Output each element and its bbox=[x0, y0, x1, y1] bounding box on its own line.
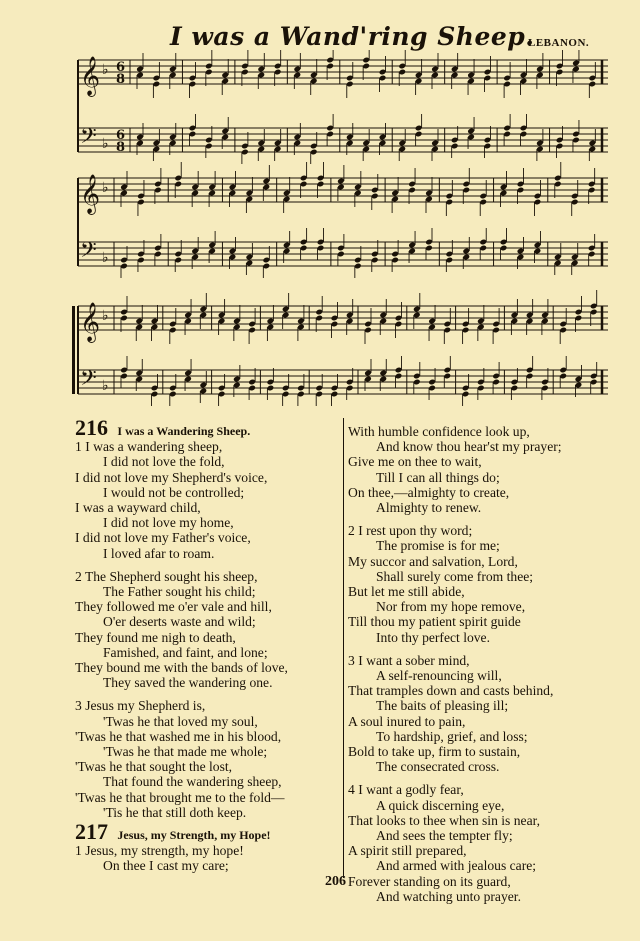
verse-line: They followed me o'er vale and hill, bbox=[75, 599, 272, 615]
verse-line: That tramples down and casts behind, bbox=[348, 683, 554, 699]
stanza-gap bbox=[348, 515, 562, 523]
verse-line: That found the wandering sheep, bbox=[103, 774, 282, 790]
stanza-gap bbox=[348, 774, 562, 782]
verse-line: 3 Jesus my Shepherd is, bbox=[75, 698, 206, 714]
verse-line: The promise is for me; bbox=[376, 538, 500, 554]
verse-line: And watching unto prayer. bbox=[376, 888, 521, 904]
hymn-page-title: I was a Wand'ring Sheep. bbox=[170, 22, 535, 51]
verse-line: Nor from my hope remove, bbox=[376, 599, 526, 615]
hymn-216-heading bbox=[75, 415, 288, 440]
verse-line: 'Twas he that loved my soul, bbox=[103, 713, 258, 729]
sheet-music bbox=[70, 50, 610, 418]
left-column bbox=[75, 415, 288, 874]
stanza-gap bbox=[348, 645, 562, 653]
flat-sign: ♭ bbox=[102, 378, 109, 394]
treble-clef: 𝄞 bbox=[80, 174, 101, 214]
flat-sign: ♭ bbox=[102, 250, 109, 266]
verse-line: That looks to thee when sin is near, bbox=[348, 812, 540, 828]
verse-line: 'Twas he that sought the lost, bbox=[75, 759, 233, 775]
time-signature-bottom: 8 bbox=[116, 72, 126, 87]
flat-sign: ♭ bbox=[102, 180, 109, 196]
verse-line: 'Twas he that brought me to the fold— bbox=[75, 789, 285, 805]
treble-clef: 𝄞 bbox=[80, 302, 101, 342]
verse-line: A spirit still prepared, bbox=[348, 843, 467, 859]
verse-line: Till thou my patient spirit guide bbox=[348, 614, 521, 630]
verse-line: The consecrated cross. bbox=[376, 759, 500, 775]
verse-line: On thee I cast my care; bbox=[103, 858, 229, 874]
time-signature-bottom: 8 bbox=[116, 140, 126, 155]
verse-line: 2 The Shepherd sought his sheep, bbox=[75, 568, 258, 584]
verse-line: I did not love the fold, bbox=[103, 454, 225, 470]
verse-line: Forever standing on its guard, bbox=[348, 873, 511, 889]
bass-clef: 𝄢 bbox=[80, 124, 97, 154]
hymn-217-number: 217 bbox=[75, 819, 108, 845]
verse-line: A soul inured to pain, bbox=[348, 713, 466, 729]
tune-name: LEBANON. bbox=[528, 37, 590, 49]
verse-line: Into thy perfect love. bbox=[376, 629, 490, 645]
hymn-217-verses-continued bbox=[348, 424, 562, 904]
verse-line: 1 I was a wandering sheep, bbox=[75, 439, 223, 455]
verse-line: My succor and salvation, Lord, bbox=[348, 553, 518, 569]
hymn-217-title: Jesus, my Strength, my Hope! bbox=[117, 828, 271, 843]
verse-line: To hardship, grief, and loss; bbox=[376, 728, 528, 744]
hymn-216-verses bbox=[75, 439, 288, 820]
verse-line: 'Tis he that still doth keep. bbox=[103, 804, 247, 820]
verse-line: And sees the tempter fly; bbox=[376, 828, 513, 844]
hymn-217-heading bbox=[75, 819, 288, 845]
treble-clef: 𝄞 bbox=[80, 56, 101, 96]
verse-line: I did not love my home, bbox=[103, 515, 234, 531]
verse-line: On thee,—almighty to create, bbox=[348, 484, 510, 500]
flat-sign: ♭ bbox=[102, 62, 109, 78]
stanza-gap bbox=[75, 690, 288, 698]
verse-line: The baits of pleasing ill; bbox=[376, 698, 509, 714]
flat-sign: ♭ bbox=[102, 308, 109, 324]
verse-line: 3 I want a sober mind, bbox=[348, 652, 470, 668]
verse-line: A quick discerning eye, bbox=[376, 797, 505, 813]
verse-line: Till I can all things do; bbox=[376, 469, 500, 485]
verse-line: I loved afar to roam. bbox=[103, 545, 215, 561]
verse-line: Give me on thee to wait, bbox=[348, 454, 482, 470]
verse-line: 1 Jesus, my strength, my hope! bbox=[75, 843, 244, 859]
verse-line: And know thou hear'st my prayer; bbox=[376, 439, 562, 455]
verse-line: Almighty to renew. bbox=[376, 500, 482, 516]
verse-line: With humble confidence look up, bbox=[348, 424, 530, 439]
verse-line: 'Twas he that made me whole; bbox=[103, 744, 268, 760]
verse-line: 2 I rest upon thy word; bbox=[348, 523, 473, 539]
verse-line: But let me still abide, bbox=[348, 584, 465, 600]
verse-line: 'Twas he that washed me in his blood, bbox=[75, 728, 282, 744]
hymn-217-verses-start bbox=[75, 843, 288, 873]
column-divider bbox=[343, 418, 344, 878]
verse-line: I did not love my Father's voice, bbox=[75, 530, 251, 546]
verse-line: I would not be controlled; bbox=[103, 484, 245, 500]
verse-line: Shall surely come from thee; bbox=[376, 568, 534, 584]
hymn-216-number: 216 bbox=[75, 415, 108, 440]
time-signature-top: 6 bbox=[116, 128, 126, 143]
stanza-gap bbox=[75, 561, 288, 569]
verse-line: They bound me with the bands of love, bbox=[75, 660, 288, 676]
verse-line: They found me nigh to death, bbox=[75, 629, 236, 645]
verse-line: They saved the wandering one. bbox=[103, 675, 273, 691]
verse-line: A self-renouncing will, bbox=[376, 668, 502, 684]
verse-line: I was a wayward child, bbox=[75, 500, 201, 516]
verse-line: O'er deserts waste and wild; bbox=[103, 614, 256, 630]
verse-line: Bold to take up, firm to sustain, bbox=[348, 744, 521, 760]
verse-line: And armed with jealous care; bbox=[376, 858, 537, 874]
right-column bbox=[348, 424, 562, 904]
time-signature-top: 6 bbox=[116, 60, 126, 75]
verse-line: I did not love my Shepherd's voice, bbox=[75, 469, 268, 485]
page-number: 206 bbox=[325, 874, 346, 889]
system-brace bbox=[72, 306, 75, 394]
verse-line: The Father sought his child; bbox=[103, 584, 256, 600]
bass-clef: 𝄢 bbox=[80, 366, 97, 396]
verse-line: 4 I want a godly fear, bbox=[348, 782, 464, 798]
verse-line: Famished, and faint, and lone; bbox=[103, 644, 268, 660]
bass-clef: 𝄢 bbox=[80, 238, 97, 268]
flat-sign: ♭ bbox=[102, 136, 109, 152]
hymn-216-title: I was a Wandering Sheep. bbox=[117, 424, 251, 438]
